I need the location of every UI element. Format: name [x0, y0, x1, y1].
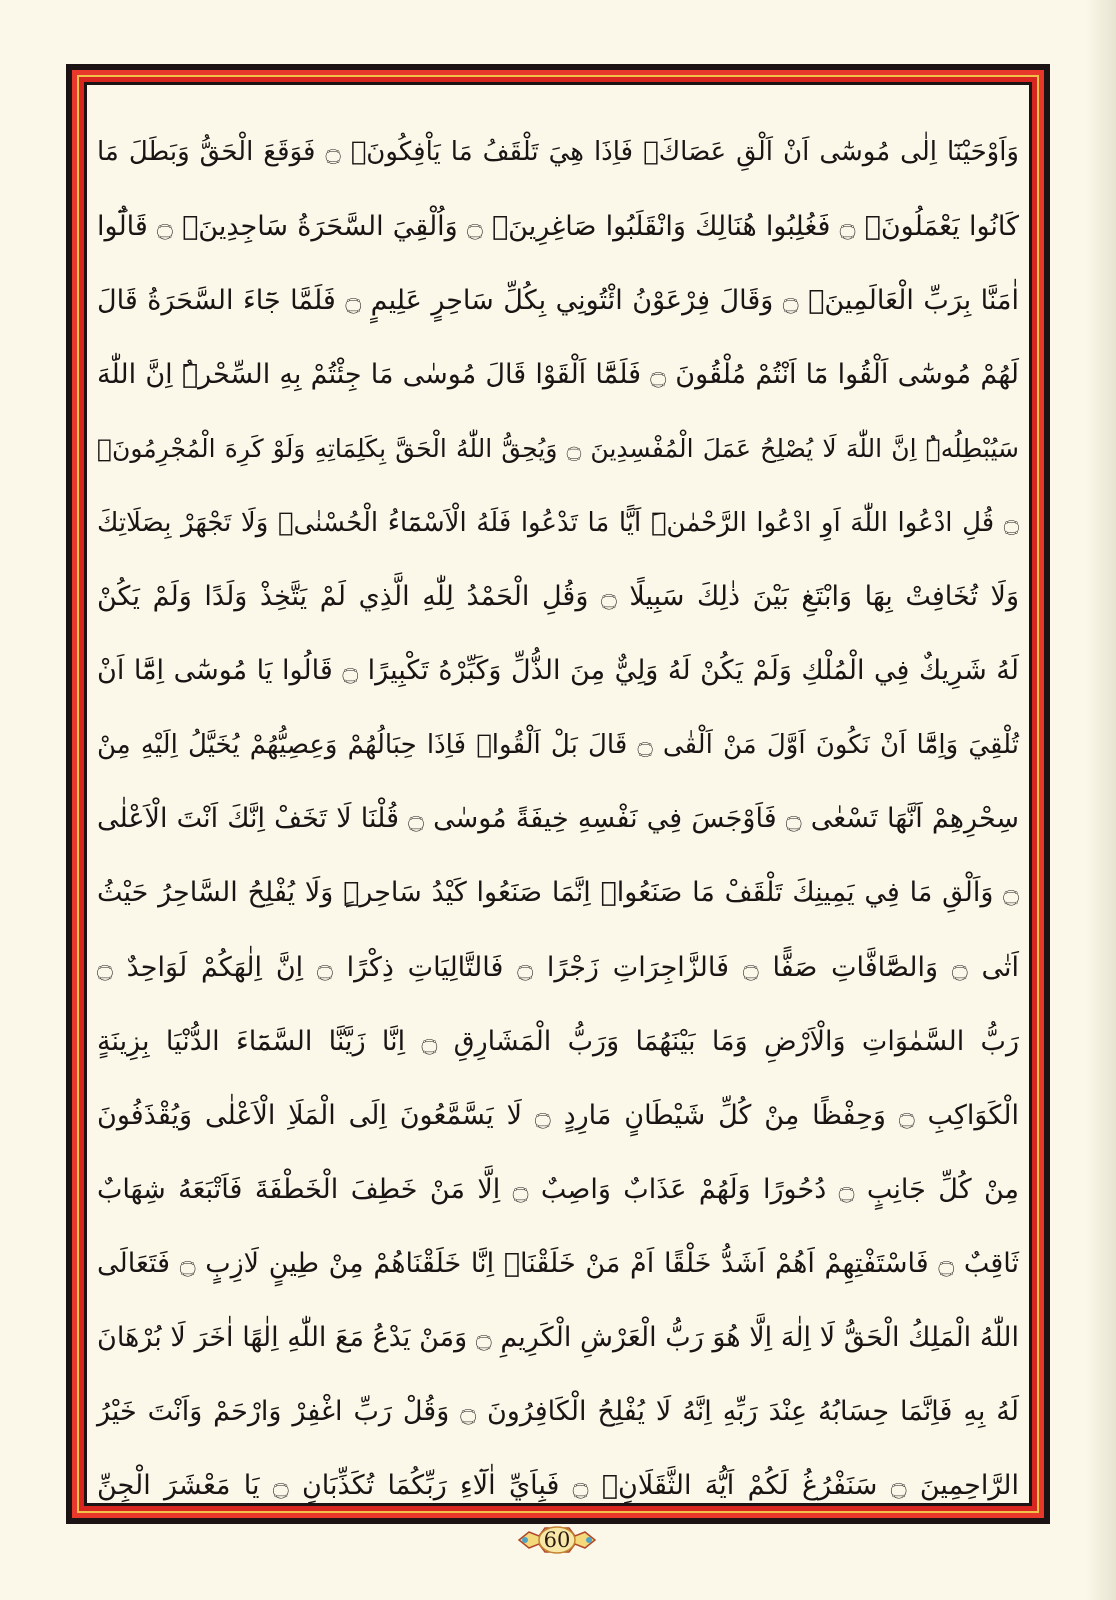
text-line-9 — [97, 708, 1019, 782]
line-text: لَهُ شَرِيكٌ فِي الْمُلْكِ وَلَمْ يَكُنْ لَهُ وَلِيٌّ مِنَ الذُّلِّ وَكَبِّرْهُ تَكْبِيرًا ۝ قَالُوا يَا مُوسٰٓى اِمَّٓا اَنْ — [97, 655, 1019, 687]
text-line-10 — [97, 782, 1019, 856]
frame-gold-band — [77, 75, 1039, 1513]
line-text: اللّٰهُ الْمَلِكُ الْحَقُّ لَا اِلٰهَ اِلَّا هُوَ رَبُّ الْعَرْشِ الْكَرِيمِ ۝ وَمَنْ يَدْعُ مَعَ اللّٰهِ اِلٰهًا اٰخَرَ لَا بُرْهَانَ — [97, 1322, 1019, 1354]
text-line-1 — [97, 115, 1019, 189]
line-text: الرَّاحِمِينَ ۝ سَنَفْرُغُ لَكُمْ اَيُّهَ الثَّقَلَانِۚ ۝ فَبِاَيِّ اٰلَٓاءِ رَبِّكُمَا تُكَذِّبَانِ ۝ يَا مَعْشَرَ الْجِنِّ — [97, 1470, 1019, 1502]
page-edge-shadow — [1086, 0, 1116, 1600]
line-text: لَهُ بِهِ فَاِنَّمَا حِسَابُهُ عِنْدَ رَبِّهِ اِنَّهُ لَا يُفْلِحُ الْكَافِرُونَ ۝ وَقُلْ رَبِّ اغْفِرْ وَارْحَمْ وَاَنْتَ خَيْرُ — [97, 1396, 1020, 1428]
text-line-14 — [97, 1078, 1019, 1152]
frame-inner-panel — [84, 82, 1032, 1506]
text-line-5 — [97, 411, 1019, 485]
line-text: ۝ قُلِ ادْعُوا اللّٰهَ اَوِ ادْعُوا الرَّحْمٰنَۜ اَيًّا مَا تَدْعُوا فَلَهُ الْاَسْمَٓاءُ الْحُسْنٰىۚ وَلَا تَجْهَرْ بِصَلَاتِكَ — [97, 507, 1019, 538]
text-line-6 — [97, 485, 1019, 559]
line-text: وَلَا تُخَافِتْ بِهَا وَابْتَغِ بَيْنَ ذٰلِكَ سَبِيلًا ۝ وَقُلِ الْحَمْدُ لِلّٰهِ الَّذِي لَمْ يَتَّخِذْ وَلَدًا وَلَمْ يَكُنْ — [97, 581, 1019, 613]
page-number-badge — [515, 1523, 599, 1557]
text-line-12 — [97, 930, 1019, 1004]
line-text: مِنْ كُلِّ جَانِبٍ ۝ دُحُورًا وَلَهُمْ عَذَابٌ وَاصِبٌ ۝ اِلَّا مَنْ خَطِفَ الْخَطْفَةَ فَاَتْبَعَهُ شِهَابٌ — [97, 1173, 1019, 1205]
line-text: وَاَوْحَيْنَٓا اِلٰى مُوسٰٓى اَنْ اَلْقِ عَصَاكَۚ فَاِذَا هِيَ تَلْقَفُ مَا يَاْفِكُونَۚ ۝ فَوَقَعَ الْحَقُّ وَبَطَلَ مَا — [97, 137, 1019, 168]
text-line-7 — [97, 560, 1019, 634]
line-text: كَانُوا يَعْمَلُونَۚ ۝ فَغُلِبُوا هُنَالِكَ وَانْقَلَبُوا صَاغِرِينَۚ ۝ وَاُلْقِيَ السَّحَرَةُ سَاجِدِينَۚ ۝ قَالُٓوا — [97, 210, 1019, 242]
text-line-11 — [97, 856, 1019, 930]
line-text: ثَاقِبٌ ۝ فَاسْتَفْتِهِمْ اَهُمْ اَشَدُّ خَلْقًا اَمْ مَنْ خَلَقْنَاۜ اِنَّا خَلَقْنَاهُمْ مِنْ طِينٍ لَازِبٍ ۝ فَتَعَالَى — [97, 1247, 1019, 1279]
line-text: ۝ وَاَلْقِ مَا فِي يَمِينِكَ تَلْقَفْ مَا صَنَعُواۜ اِنَّمَا صَنَعُوا كَيْدُ سَاحِرٍۜ وَلَا يُفْلِحُ السَّاحِرُ حَيْثُ — [97, 877, 1019, 909]
page-frame — [66, 64, 1050, 1524]
line-text: لَهُمْ مُوسٰٓى اَلْقُوا مَٓا اَنْتُمْ مُلْقُونَ ۝ فَلَمَّٓا اَلْقَوْا قَالَ مُوسٰى مَا جِئْتُمْ بِهِ السِّحْرُۜ اِنَّ اللّٰهَ — [97, 358, 1019, 390]
text-line-13 — [97, 1004, 1019, 1078]
text-body — [97, 115, 1020, 1502]
text-line-18 — [97, 1375, 1019, 1449]
line-text: تُلْقِيَ وَاِمَّٓا اَنْ نَكُونَ اَوَّلَ مَنْ اَلْقٰى ۝ قَالَ بَلْ اَلْقُواۚ فَاِذَا حِبَالُهُمْ وَعِصِيُّهُمْ يُخَيَّلُ اِلَيْهِ مِنْ — [97, 729, 1019, 760]
line-text: اٰمَنَّا بِرَبِّ الْعَالَمِينَۙ ۝ وَقَالَ فِرْعَوْنُ ائْتُونِي بِكُلِّ سَاحِرٍ عَلِيمٍ ۝ فَلَمَّا جَٓاءَ السَّحَرَةُ قَالَ — [97, 284, 1019, 316]
text-line-15 — [97, 1152, 1019, 1226]
text-line-8 — [97, 634, 1019, 708]
text-line-3 — [97, 263, 1019, 337]
text-line-17 — [97, 1301, 1019, 1375]
text-line-16 — [97, 1226, 1019, 1300]
line-text: سِحْرِهِمْ اَنَّهَا تَسْعٰى ۝ فَاَوْجَسَ فِي نَفْسِهِ خِيفَةً مُوسٰى ۝ قُلْنَا لَا تَخَفْ اِنَّكَ اَنْتَ الْاَعْلٰى — [97, 803, 1019, 835]
line-text: سَيُبْطِلُهُۜ اِنَّ اللّٰهَ لَا يُصْلِحُ عَمَلَ الْمُفْسِدِينَ ۝ وَيُحِقُّ اللّٰهُ الْحَقَّ بِكَلِمَاتِهِ وَلَوْ كَرِهَ الْمُجْرِمُونَۚ — [97, 433, 1019, 463]
line-text: الْكَوَاكِبِ ۝ وَحِفْظًا مِنْ كُلِّ شَيْطَانٍ مَارِدٍ ۝ لَا يَسَّمَّعُونَ اِلَى الْمَلَاِ الْاَعْلٰى وَيُقْذَفُونَ — [97, 1099, 1019, 1131]
text-line-19 — [97, 1449, 1019, 1523]
page-number: 60 — [543, 1528, 571, 1552]
line-text: رَبُّ السَّمٰوَاتِ وَالْاَرْضِ وَمَا بَيْنَهُمَا وَرَبُّ الْمَشَارِقِ ۝ اِنَّا زَيَّنَّا السَّمَٓاءَ الدُّنْيَا بِزِينَةٍ — [97, 1025, 1019, 1057]
text-line-4 — [97, 337, 1019, 411]
line-text: اَتٰى ۝ وَالصَّٓافَّاتِ صَفًّا ۝ فَالزَّاجِرَاتِ زَجْرًا ۝ فَالتَّالِيَاتِ ذِكْرًا ۝ اِنَّ اِلٰهَكُمْ لَوَاحِدٌ ۝ — [97, 951, 1019, 983]
text-line-2 — [97, 189, 1019, 263]
